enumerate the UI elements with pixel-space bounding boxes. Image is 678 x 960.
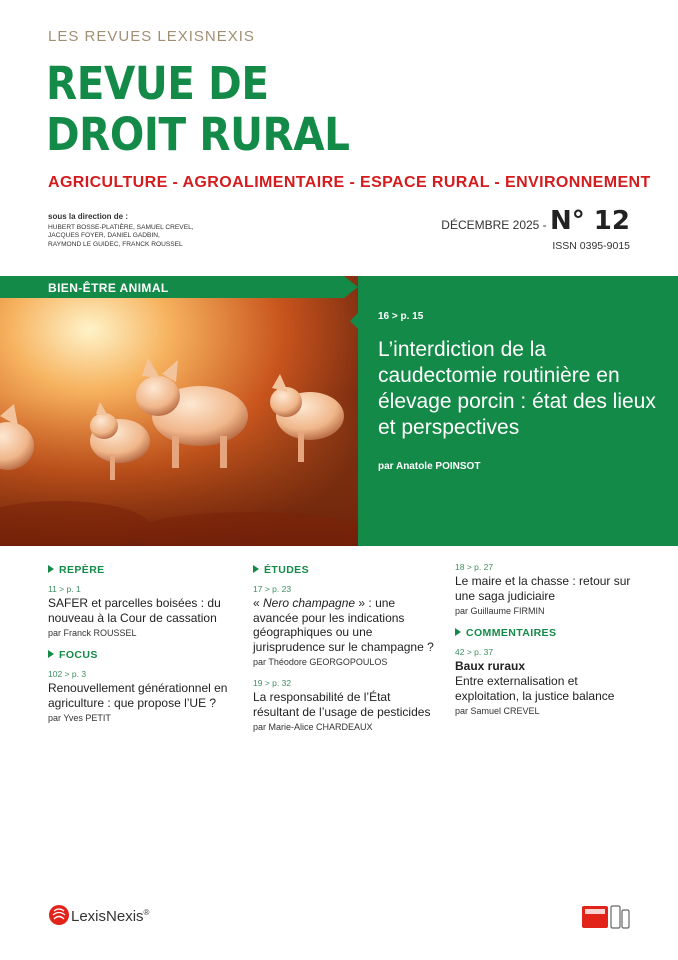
issue-date: DÉCEMBRE 2025 - [441,218,550,232]
triangle-icon [253,565,259,573]
journal-title [46,58,349,160]
column-2 [253,564,438,743]
article-author: par Franck ROUSSEL [48,628,137,638]
journal-subtitle: AGRICULTURE - AGROALIMENTAIRE - ESPACE RURAL - ENVIRONNEMENT [48,174,651,191]
section-heading-label: REPÈRE [59,564,105,576]
article-ref: 19 > p. 32 [253,678,292,688]
direction-names-line: JACQUES FOYER, DANIEL GADBIN, [48,232,160,240]
journal-title-line1: REVUE DE [46,57,269,110]
article-author: par Guillaume FIRMIN [455,606,545,616]
section-heading-repere [48,564,248,576]
triangle-icon [48,565,54,573]
article-author: par Théodore GEORGOPOULOS [253,657,388,667]
article-ref: 102 > p. 3 [48,669,87,679]
article-title[interactable]: La responsabilité de l’État résultant de l’usage de pesticides [253,690,431,719]
direction-names-line: HUBERT BOSSE-PLATIÈRE, SAMUEL CREVEL, [48,224,194,231]
section-heading-focus [48,649,248,661]
rubric-label: BIEN-ÊTRE ANIMAL [48,281,169,295]
article-title[interactable]: Renouvellement générationnel en agriculture : que propose l’UE ? [48,681,228,710]
section-heading-label: ÉTUDES [264,564,309,576]
section-heading-etudes [253,564,438,576]
lead-title[interactable]: L’interdiction de la caudectomie routinière en élevage porcin : état des lieux et perspectives [378,338,656,439]
article-title[interactable] [253,596,438,654]
title-rest: » : une avancée pour les indications géographiques ou une jurisprudence sur le champagne ? [253,596,434,654]
pigs-photo [0,276,358,546]
logo-wordmark: LexisNexis [71,908,144,925]
article-ref: 11 > p. 1 [48,584,81,594]
article-ref: 42 > p. 37 [455,647,494,657]
pigs-field-image [0,276,358,546]
section-heading-label: COMMENTAIRES [466,627,557,639]
logo-registered: ® [143,908,150,917]
devices-icon [582,904,630,935]
triangle-icon [455,628,461,636]
title-italic: Nero champagne [263,596,356,610]
article-ref: 18 > p. 27 [455,562,494,572]
lexisnexis-logo-icon [48,904,70,931]
lexisnexis-logo-text [71,908,149,925]
article-author: par Samuel CREVEL [455,706,540,716]
journal-title-line2: DROIT RURAL [46,108,350,161]
article-author: par Yves PETIT [48,713,111,723]
article-category: Baux ruraux [455,659,526,673]
lead-panel-notch [350,312,359,330]
article-author: par Marie-Alice CHARDEAUX [253,722,373,732]
direction-names-line: RAYMOND LE GUIDEC, FRANCK ROUSSEL [48,240,183,248]
rubric-arrow [344,276,358,298]
column-3 [455,562,635,727]
lead-author: par Anatole POINSOT [378,461,481,472]
issue-number: N° 12 [550,206,630,236]
lead-ref: 16 > p. 15 [378,311,424,322]
section-heading-label: FOCUS [59,649,98,661]
article-title[interactable]: Le maire et la chasse : retour sur une saga judiciaire [455,574,631,603]
direction-label: sous la direction de : [48,212,129,221]
section-heading-commentaires [455,627,635,639]
article-ref: 17 > p. 23 [253,584,292,594]
article-title[interactable]: Entre externalisation et exploitation, la justice balance [455,674,615,703]
issue-info [441,206,630,236]
series-label: LES REVUES LEXISNEXIS [48,28,255,45]
column-1 [48,564,248,734]
title-quote-open: « [253,596,264,610]
direction-names [48,224,194,249]
issn: ISSN 0395-9015 [552,240,630,252]
article-title[interactable]: SAFER et parcelles boisées : du nouveau à la Cour de cassation [48,596,221,625]
triangle-icon [48,650,54,658]
